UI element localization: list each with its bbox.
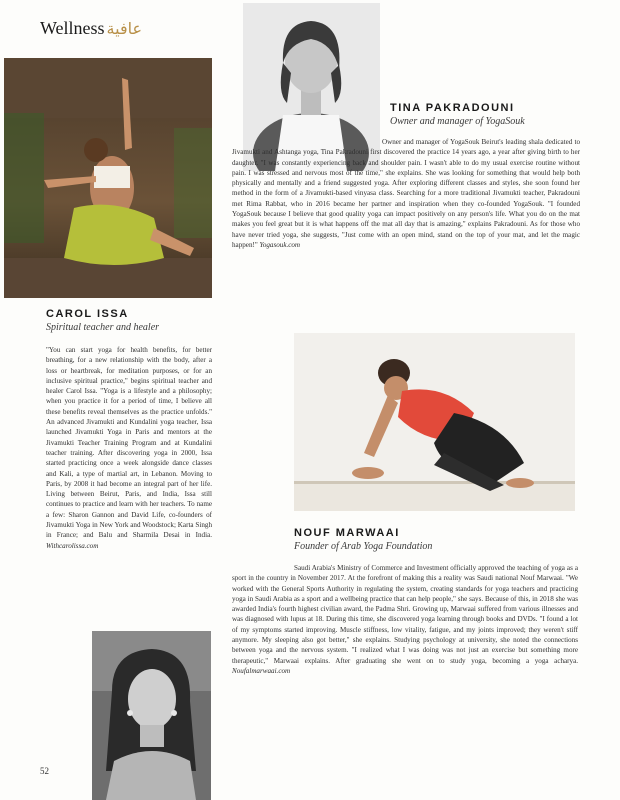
nouf-article-text bbox=[232, 563, 578, 676]
tina-name: TINA PAKRADOUNI bbox=[390, 102, 515, 114]
nouf-website: Noufalmarwaai.com bbox=[232, 666, 291, 675]
masthead-arabic: عافية bbox=[106, 19, 143, 38]
masthead-english: Wellness bbox=[40, 18, 105, 38]
nouf-role: Founder of Arab Yoga Foundation bbox=[294, 541, 433, 552]
tina-article-text bbox=[232, 137, 580, 250]
page-number: 52 bbox=[40, 766, 49, 776]
carol-issa-portrait bbox=[92, 631, 211, 800]
nouf-body: Saudi Arabia's Ministry of Commerce and Investment officially approved the teaching of yoga as a sport in the country in November 2017. At the forefront of making this a reality was Saudi national Nouf Marwaai. "We worked with the General Sports Authority in regulating the system, creating standards for yoga teachers and practicing yoga in Saudi Arabia as a sport and a wellbeing practice that can help people," she says. Because of this, in 2018 she was awarded India's fourth highest civilian award, the Padma Shri. Growing up, Marwaai suffered from various illnesses and was diagnosed with lupus at 18. During this time, she discovered yoga learning through books and DVDs. "I found a lot of my symptoms started improving. Muscle stiffness, low vitality, fatigue, and my joints improved; they weren't stiff anymore. My sleeping also got better," she explains. Studying psychology at university, she noted the connections between yoga and the nervous system. "I realized what I was doing was not just an exercise but something more therapeutic," Marwaai explains. After graduating she went on to study yoga, becoming a yoga acharya. bbox=[232, 564, 578, 665]
masthead bbox=[40, 18, 142, 39]
carol-name: CAROL ISSA bbox=[46, 308, 129, 320]
tina-body: Owner and manager of YogaSouk Beirut's leading shala dedicated to Jivamukti and Ashtanga yoga, Tina Pakradouni first discovered the practice 14 years ago, a year after giving birth to her daughter. "I was constantly experiencing back and shoulder pain. I wasn't able to do my usual exercise routine without pain. I was stressed and nervous most of the time," she explains. She was looking for something that would help both physically and mentally and a friend suggested yoga. After exploring different classes and styles, she soon found her method in the form of a Jivamukti-based vinyasa class. Searching for a more traditional Jivamukti teacher, Pakradouni met Rima Rabbat, who in 2016 became her partner and inspiration when they co-founded YogaSouk. "I founded YogaSouk because I believe that good quality yoga can impact positively on any person's life. What you do on the mat makes you feel great but it is what happens off the mat all day that is amazing," explains Pakradouni. As for those who have never tried yoga, she suggests, "Just come with an open mind, stand on the top of your mat, and let the magic happen!" bbox=[232, 138, 580, 249]
carol-website: Withcarolissa.com bbox=[46, 541, 99, 550]
carol-article-text bbox=[46, 345, 212, 551]
carol-body: "You can start yoga for health benefits, for better breathing, for a new relationship with the body, after a loss or heartbreak, for meditation purposes, or for an inclusive spiritual practice," begins spiritual teacher and healer Carol Issa. "Yoga is a lifestyle and a philosophy; when you practice it for a period of time, I believe all these benefits reveal themselves as the practice unfolds." An advanced Jivamukti and Kundalini yoga teacher, Issa launched Jivamukti Yoga in Paris and mentors at the Jivamukti Teacher Training Program and at Kundalini teacher training. After discovering yoga in 2000, Issa started practicing once a week alongside dance classes and Kali, a type of martial art, in Lebanon. Moving to Paris, by 2008 it had become an integral part of her life. Living between Beirut, Paris, and India, Issa still continues to practice and learn with her teachers. To name a few: Sharon Gannon and David Life, co-founders of Jivamukti Yoga in New York and Woodstock; Karta Singh in France; and Balu and Sharmila Desai in India. bbox=[46, 346, 212, 540]
carol-issa-yoga-photo bbox=[4, 58, 212, 298]
carol-role: Spiritual teacher and healer bbox=[46, 322, 160, 333]
nouf-marwaai-yoga-photo bbox=[294, 333, 575, 511]
nouf-name: NOUF MARWAAI bbox=[294, 527, 400, 539]
tina-role: Owner and manager of YogaSouk bbox=[390, 116, 525, 127]
tina-website: Yogasouk.com bbox=[259, 240, 301, 249]
